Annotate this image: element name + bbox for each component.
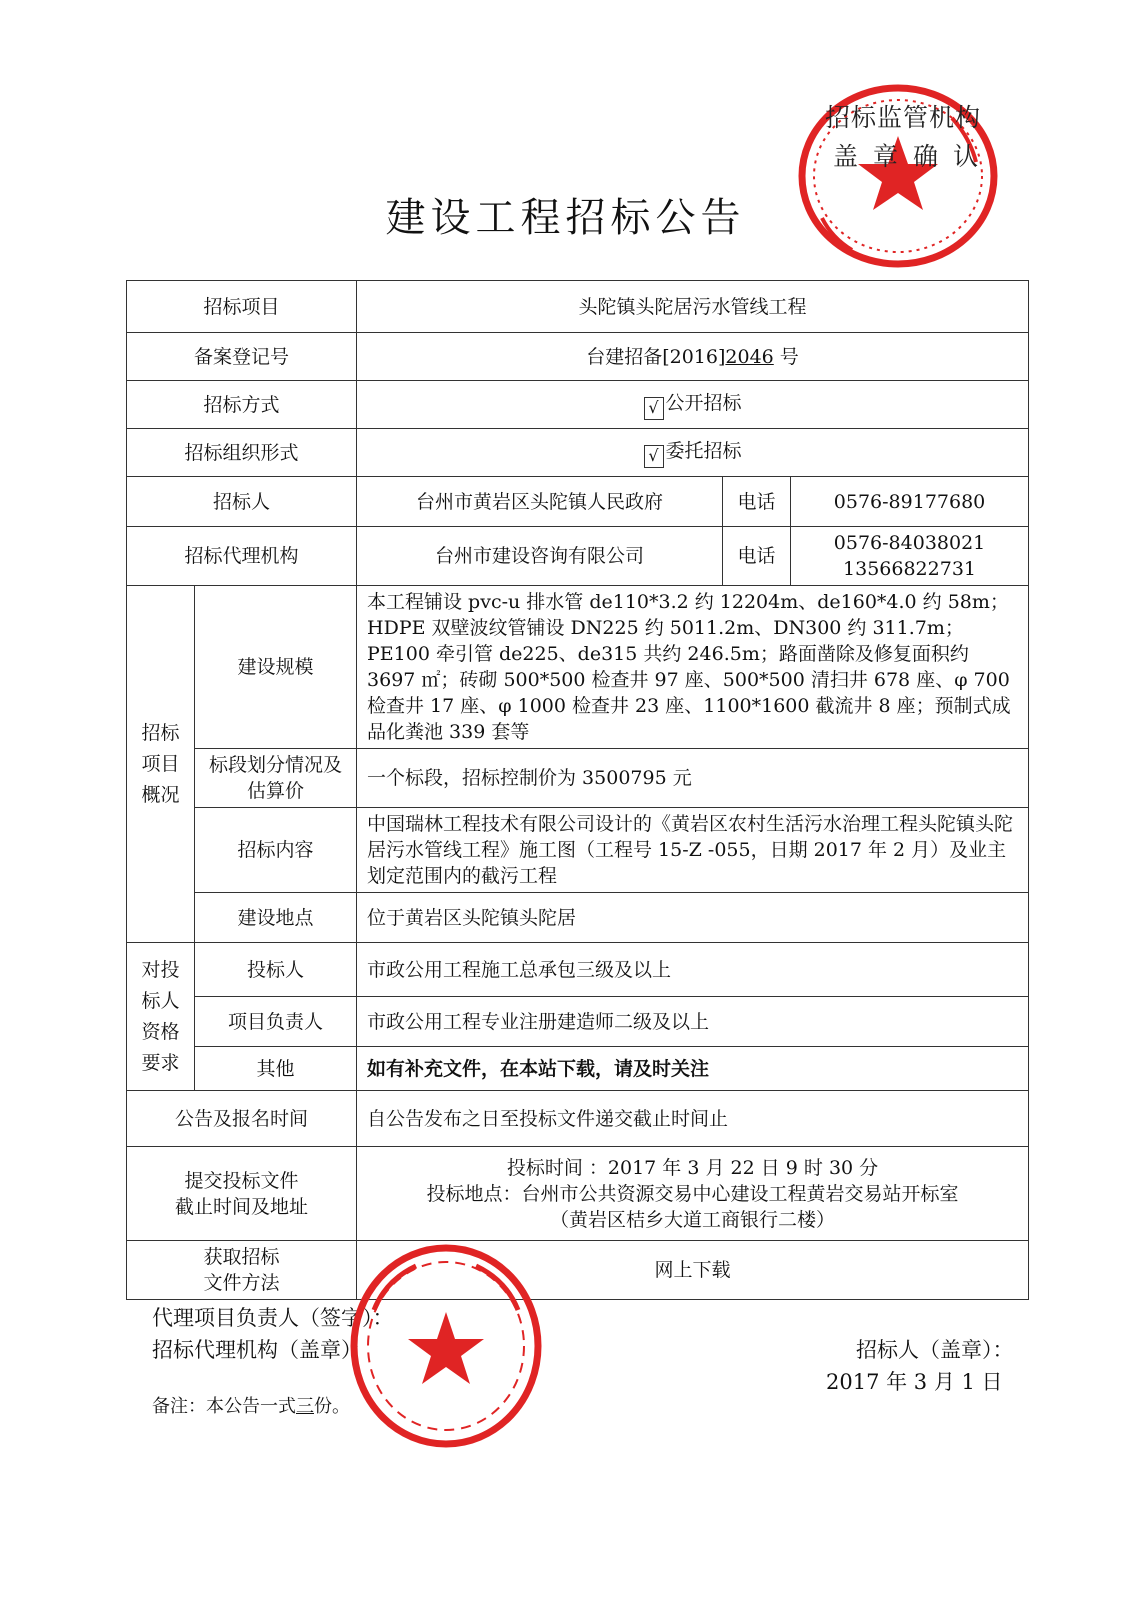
value-sections: 一个标段，招标控制价为 3500795 元 [357, 749, 1029, 808]
row-scale [127, 586, 1029, 749]
label-submission [127, 1147, 357, 1241]
agency-seal-line: 招标代理机构（盖章）： [152, 1338, 373, 1362]
tender-form-table [126, 280, 1029, 1300]
row-manager [127, 997, 1029, 1047]
row-method [127, 381, 1029, 429]
submission-time: 投标时间 ：2017 年 3 月 22 日 9 时 30 分 [506, 1156, 879, 1179]
agency-phone-1: 0576-84038021 [833, 532, 986, 554]
label-bidder: 投标人 [195, 943, 357, 997]
row-obtain [127, 1241, 1029, 1300]
label-content: 招标内容 [195, 808, 357, 893]
label-record: 备案登记号 [127, 333, 357, 381]
label-announce-time: 公告及报名时间 [127, 1091, 357, 1147]
checkmark-icon: √ [644, 397, 664, 420]
record-prefix: 台建招备[2016] [586, 345, 726, 368]
method-text: 公开招标 [665, 391, 742, 414]
row-record [127, 333, 1029, 381]
value-obtain: 网上下载 [357, 1241, 1029, 1300]
submission-label-2: 截止时间及地址 [175, 1195, 309, 1218]
value-method [357, 381, 1029, 429]
value-tenderer: 台州市黄岩区头陀镇人民政府 [357, 477, 723, 527]
label-location: 建设地点 [195, 893, 357, 943]
seal-caption-line2: 盖章确认 [833, 142, 994, 171]
label-scale: 建设规模 [195, 586, 357, 749]
seal-caption-line1: 招标监管机构 [825, 103, 982, 132]
value-submission [357, 1147, 1029, 1241]
value-project: 头陀镇头陀居污水管线工程 [357, 281, 1029, 333]
obtain-label-1: 获取招标 [203, 1246, 280, 1268]
agent-manager-signature: 代理项目负责人（签字）： [152, 1306, 394, 1330]
page-title: 建设工程招标公告 [385, 195, 746, 241]
value-agency-phone [791, 527, 1029, 586]
record-suffix: 号 [773, 345, 799, 368]
value-announce-time: 自公告发布之日至投标文件递交截止时间止 [357, 1091, 1029, 1147]
label-manager: 项目负责人 [195, 997, 357, 1047]
label-tenderer-phone: 电话 [723, 477, 791, 527]
value-record [357, 333, 1029, 381]
value-other: 如有补充文件，在本站下载，请及时关注 [357, 1047, 1029, 1091]
label-project: 招标项目 [127, 281, 357, 333]
row-organization [127, 429, 1029, 477]
record-number: 2046 [725, 345, 774, 368]
value-organization [357, 429, 1029, 477]
footnote-count: 三 [296, 1396, 314, 1417]
label-method: 招标方式 [127, 381, 357, 429]
row-project [127, 281, 1029, 333]
checkmark-icon: √ [644, 445, 664, 468]
agency-phone-2: 13566822731 [843, 558, 977, 580]
label-agency-phone: 电话 [723, 527, 791, 586]
label-agency: 招标代理机构 [127, 527, 357, 586]
value-tenderer-phone: 0576-89177680 [791, 477, 1029, 527]
row-tenderer [127, 477, 1029, 527]
group-label-overview: 招标项目概况 [127, 586, 195, 943]
label-organization: 招标组织形式 [127, 429, 357, 477]
row-content [127, 808, 1029, 893]
label-sections: 标段划分情况及估算价 [195, 749, 357, 808]
value-bidder: 市政公用工程施工总承包三级及以上 [357, 943, 1029, 997]
row-sections [127, 749, 1029, 808]
row-other [127, 1047, 1029, 1091]
agency-company-seal [346, 1240, 546, 1452]
tenderer-seal-line: 招标人（盖章）： [856, 1338, 1014, 1362]
value-location: 位于黄岩区头陀镇头陀居 [357, 893, 1029, 943]
submission-label-1: 提交投标文件 [184, 1169, 299, 1192]
row-bidder [127, 943, 1029, 997]
row-location [127, 893, 1029, 943]
group-label-qualification: 对投标人资格要求 [127, 943, 195, 1091]
obtain-label-2: 文件方法 [203, 1272, 280, 1294]
row-submission [127, 1147, 1029, 1241]
value-content: 中国瑞林工程技术有限公司设计的《黄岩区农村生活污水治理工程头陀镇头陀居污水管线工程》施工图（工程号 15-Z -055，日期 2017 年 2 月）及业主划定范围内的截污工程 [357, 808, 1029, 893]
value-scale: 本工程铺设 pvc-u 排水管 de110*3.2 约 12204m、de160*4.0 约 58m；HDPE 双壁波纹管铺设 DN225 约 5011.2m、DN300 约 311.7m；PE100 牵引管 de225、de315 共约 246.5m；路面凿除及修复面积约 3697 ㎡；砖砌 500*500 检查井 97 座、500*500 清扫井 678 座、φ 700 检查井 17 座、φ 1000 检查井 23 座、1100*1600 截流井 8 座；预制式成品化粪池 339 套等 [357, 586, 1029, 749]
row-announce-time [127, 1091, 1029, 1147]
submission-place-note: （黄岩区桔乡大道工商银行二楼） [550, 1208, 836, 1231]
footnote-suffix: 份。 [314, 1396, 350, 1417]
value-agency: 台州市建设咨询有限公司 [357, 527, 723, 586]
footnote-prefix: 备注：本公告一式 [152, 1396, 296, 1417]
label-other: 其他 [195, 1047, 357, 1091]
footnote [152, 1392, 350, 1418]
announcement-date: 2017 年 3 月 1 日 [826, 1370, 1003, 1394]
label-tenderer: 招标人 [127, 477, 357, 527]
row-agency [127, 527, 1029, 586]
submission-place: 投标地点：台州市公共资源交易中心建设工程黄岩交易站开标室 [426, 1182, 959, 1205]
value-manager: 市政公用工程专业注册建造师二级及以上 [357, 997, 1029, 1047]
label-obtain [127, 1241, 357, 1300]
organization-text: 委托招标 [665, 439, 742, 462]
